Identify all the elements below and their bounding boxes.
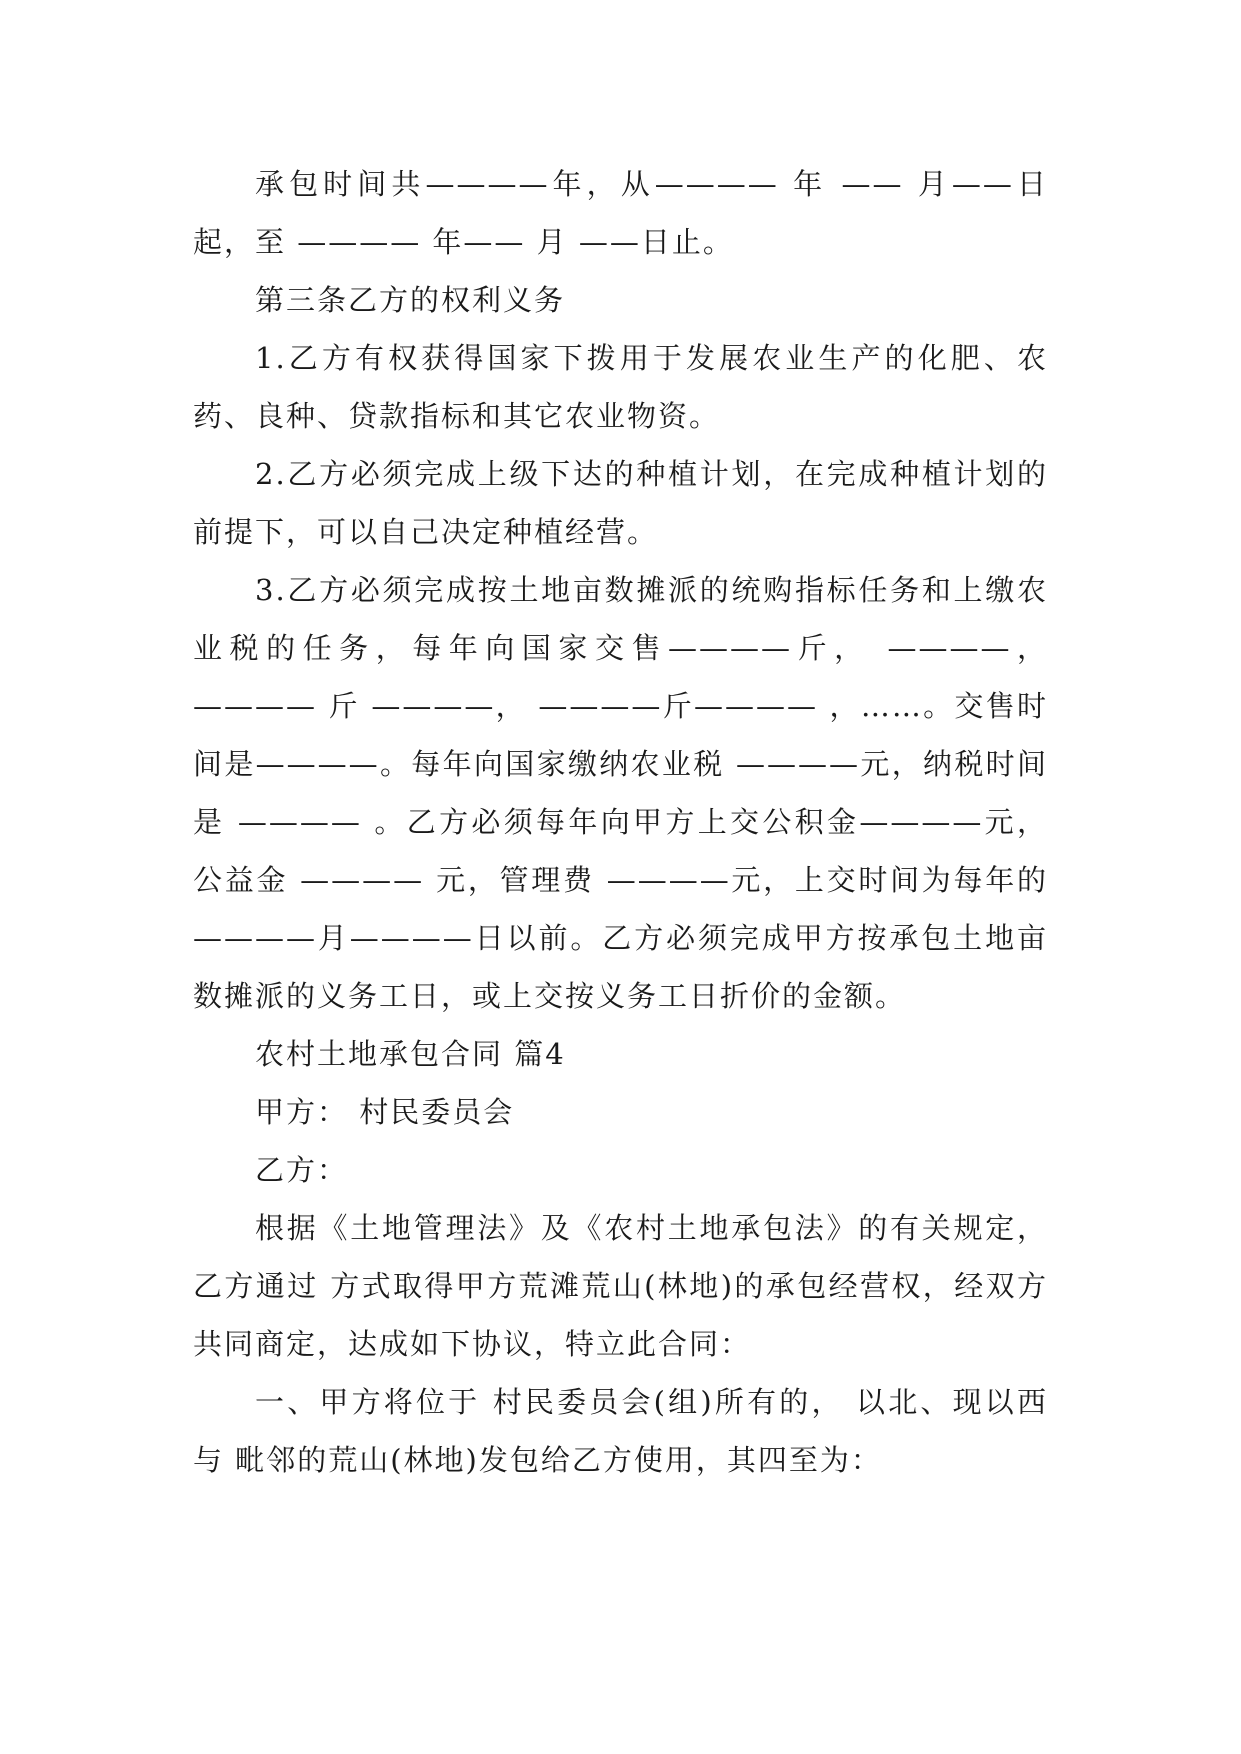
paragraph-clause-1: 一、甲方将位于 村民委员会(组)所有的， 以北、现以西与 毗邻的荒山(林地)发包给乙方使用，其四至为：: [193, 1385, 1048, 1477]
paragraph-item-3: 3.乙方必须完成按土地亩数摊派的统购指标任务和上缴农业税的任务，每年向国家交售————斤， ————，———— 斤 ————， ————斤———— ，……。交售时间是————。每年向国家缴纳农业税 ————元，纳税时间是 ———— 。乙方必须每年向甲方上交公积金————元，公益金 ———— 元，管理费 ————元，上交时间为每年的————月————日以前。乙方必须完成甲方按承包土地亩数摊派的义务工日，或上交按义务工日折价的金额。: [193, 573, 1048, 1013]
document-body: [193, 155, 1048, 1489]
paragraph-item-1: 1.乙方有权获得国家下拨用于发展农业生产的化肥、农药、良种、贷款指标和其它农业物资。: [193, 341, 1048, 433]
paragraph-preamble: 根据《土地管理法》及《农村土地承包法》的有关规定，乙方通过 方式取得甲方荒滩荒山(林地)的承包经营权，经双方共同商定，达成如下协议，特立此合同：: [193, 1211, 1048, 1361]
party-a-line: 甲方： 村民委员会: [255, 1095, 515, 1129]
paragraph-item-2: 2.乙方必须完成上级下达的种植计划，在完成种植计划的前提下，可以自己决定种植经营。: [193, 457, 1048, 549]
party-b-line: 乙方：: [255, 1153, 349, 1187]
contract-title-part-4: 农村土地承包合同 篇4: [255, 1037, 566, 1071]
paragraph-contract-term: 承包时间共————年，从———— 年 —— 月——日起，至 ———— 年—— 月 ——日止。: [193, 167, 1048, 259]
section-heading-article-3: 第三条乙方的权利义务: [255, 283, 566, 317]
